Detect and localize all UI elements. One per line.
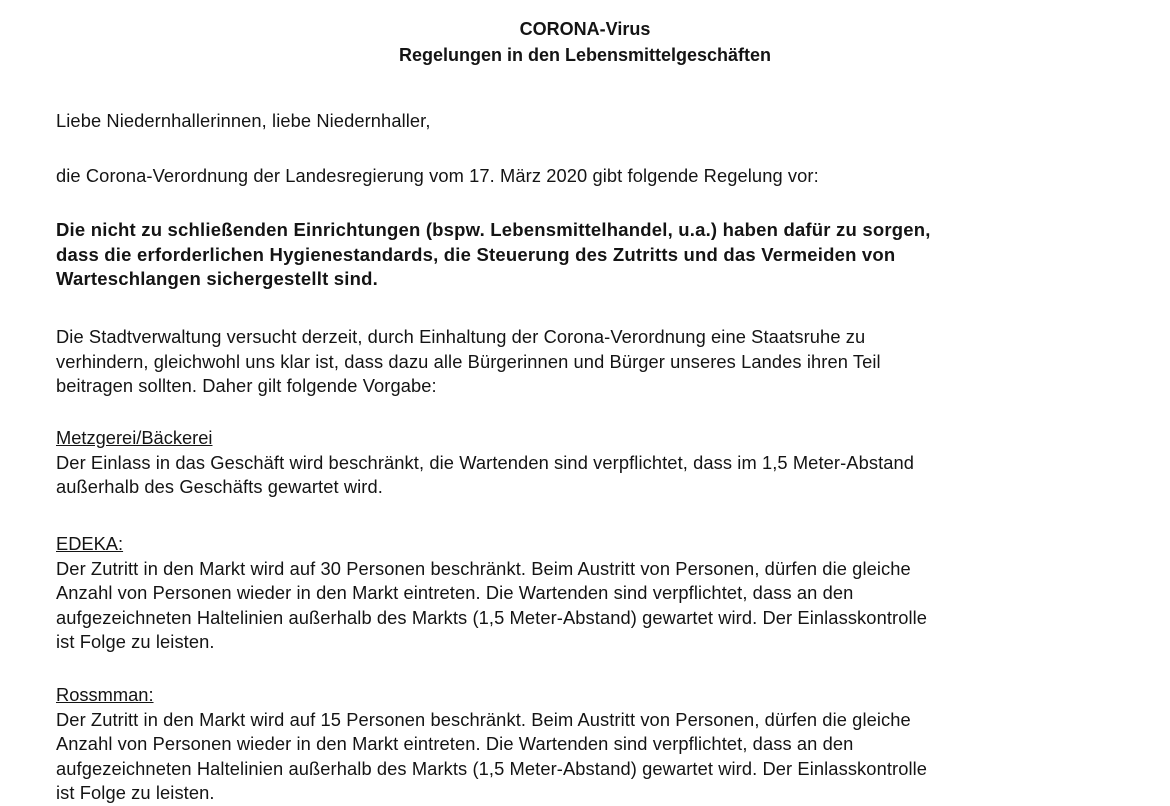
section-edeka xyxy=(56,532,927,655)
greeting: Liebe Niedernhallerinnen, liebe Niedernhaller, xyxy=(56,110,431,131)
title-line-1: CORONA-Virus xyxy=(519,19,651,39)
section-heading: EDEKA: xyxy=(56,533,124,554)
section-line: aufgezeichneten Haltelinien außerhalb des Markts (1,5 Meter-Abstand) gewartet wird. Der Einlasskontrolle xyxy=(56,606,928,628)
section-heading: Metzgerei/Bäckerei xyxy=(56,427,213,448)
administration-paragraph xyxy=(56,325,881,399)
section-butcher-bakery xyxy=(56,426,914,500)
regulation-line: dass die erforderlichen Hygienestandards, die Steuerung des Zutritts und das Vermeiden von xyxy=(56,243,896,265)
section-line: Anzahl von Personen wieder in den Markt eintreten. Die Wartenden sind verpflichtet, dass an den xyxy=(56,582,854,603)
section-line: ist Folge zu leisten. xyxy=(56,631,215,652)
document-title xyxy=(0,16,1170,68)
intro-paragraph: die Corona-Verordnung der Landesregierung vom 17. März 2020 gibt folgende Regelung vor: xyxy=(56,165,819,186)
section-heading: Rossmman: xyxy=(56,684,154,705)
section-line: Der Einlass in das Geschäft wird beschränkt, die Wartenden sind verpflichtet, dass im 1,5 Meter-Abstand xyxy=(56,451,915,473)
section-rossmann xyxy=(56,683,927,806)
section-line: außerhalb des Geschäfts gewartet wird. xyxy=(56,476,383,497)
section-line: Anzahl von Personen wieder in den Markt eintreten. Die Wartenden sind verpflichtet, dass an den xyxy=(56,733,854,754)
document-page xyxy=(56,16,1146,803)
section-line: ist Folge zu leisten. xyxy=(56,782,215,803)
administration-line: beitragen sollten. Daher gilt folgende Vorgabe: xyxy=(56,375,437,396)
regulation-line: Die nicht zu schließenden Einrichtungen (bspw. Lebensmittelhandel, u.a.) haben dafür zu sorgen, xyxy=(56,219,931,240)
regulation-quote xyxy=(56,218,931,292)
administration-line: verhindern, gleichwohl uns klar ist, dass dazu alle Bürgerinnen und Bürger unseres Landes ihren Teil xyxy=(56,350,881,372)
section-line: Der Zutritt in den Markt wird auf 15 Personen beschränkt. Beim Austritt von Personen, dürfen die gleiche xyxy=(56,708,911,730)
section-line: Der Zutritt in den Markt wird auf 30 Personen beschränkt. Beim Austritt von Personen, dürfen die gleiche xyxy=(56,557,911,579)
title-line-2: Regelungen in den Lebensmittelgeschäften xyxy=(398,45,772,65)
section-line: aufgezeichneten Haltelinien außerhalb des Markts (1,5 Meter-Abstand) gewartet wird. Der Einlasskontrolle xyxy=(56,757,928,779)
administration-line: Die Stadtverwaltung versucht derzeit, durch Einhaltung der Corona-Verordnung eine Staatsruhe zu xyxy=(56,326,866,347)
regulation-line: Warteschlangen sichergestellt sind. xyxy=(56,268,378,289)
